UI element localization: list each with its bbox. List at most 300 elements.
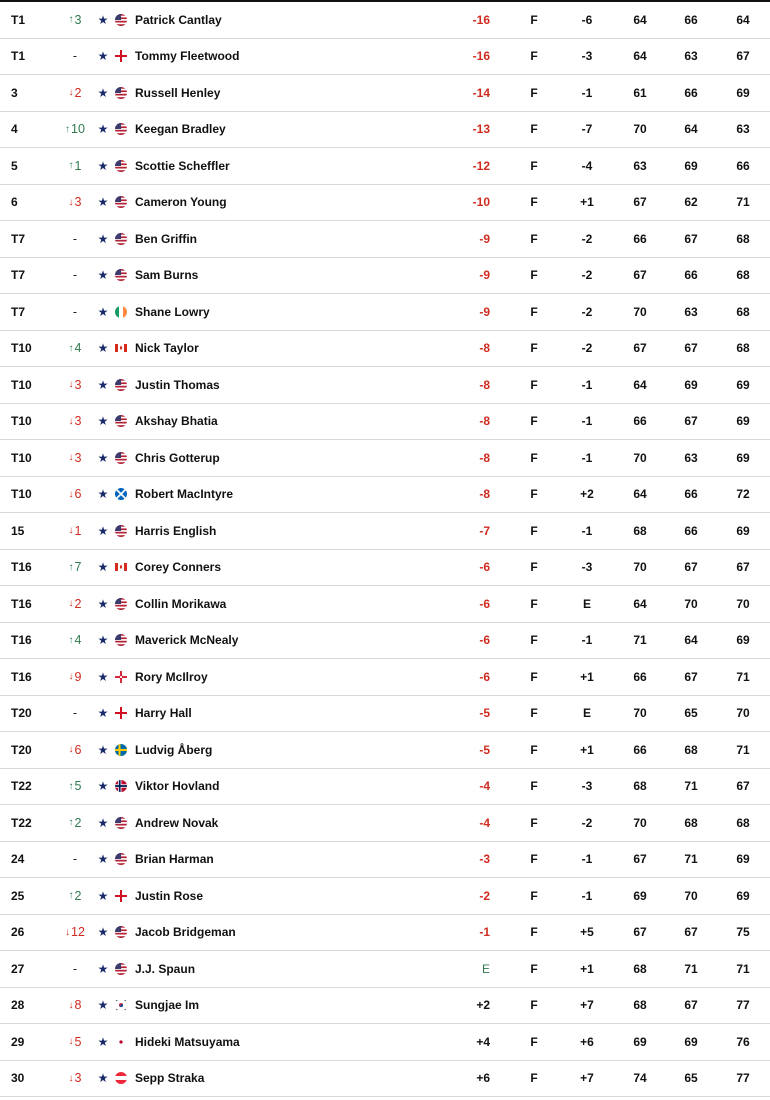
player-name[interactable]: Keegan Bradley (135, 122, 226, 137)
position: T22 (11, 815, 32, 830)
total-score: -6 (479, 596, 490, 611)
today-score: -1 (581, 523, 593, 538)
today-score: +1 (580, 742, 594, 757)
favorite-star-icon[interactable]: ★ (97, 596, 109, 611)
today-score: -1 (581, 414, 593, 429)
favorite-star-icon[interactable]: ★ (97, 961, 109, 976)
arrow-down-icon: ↓ (65, 926, 71, 938)
today-score: -1 (581, 633, 593, 648)
round-1-score: 68 (633, 523, 647, 538)
total-score: -7 (479, 523, 490, 538)
round-3-score: 69 (736, 633, 750, 648)
favorite-star-icon[interactable]: ★ (97, 815, 109, 830)
favorite-star-icon[interactable]: ★ (97, 523, 109, 538)
player-row[interactable] (0, 988, 770, 1025)
player-row[interactable] (0, 148, 770, 185)
favorite-star-icon[interactable]: ★ (97, 414, 109, 429)
favorite-star-icon[interactable]: ★ (97, 633, 109, 648)
position-movement (62, 586, 88, 622)
thru: F (530, 1071, 538, 1086)
today-score: +6 (580, 1034, 594, 1049)
total-score: -8 (479, 377, 490, 392)
player-name[interactable]: Sam Burns (135, 268, 199, 283)
position: 15 (11, 523, 25, 538)
round-3-score: 69 (736, 414, 750, 429)
position-movement (62, 148, 88, 184)
total-score: -6 (479, 633, 490, 648)
player-row[interactable] (0, 1024, 770, 1061)
total-score: -9 (479, 268, 490, 283)
round-3-score: 69 (736, 450, 750, 465)
round-1-score: 69 (633, 888, 647, 903)
position-movement (62, 915, 88, 951)
player-row[interactable] (0, 951, 770, 988)
total-score: -5 (479, 706, 490, 721)
today-score: -3 (581, 779, 593, 794)
movement-value: 3 (74, 195, 82, 210)
position: T10 (11, 450, 32, 465)
flag-eng-icon (115, 696, 127, 732)
round-1-score: 64 (633, 49, 647, 64)
player-name[interactable]: Sepp Straka (135, 1071, 205, 1086)
player-name[interactable]: Harry Hall (135, 706, 192, 721)
thru: F (530, 523, 538, 538)
round-3-score: 67 (736, 49, 750, 64)
total-score: -8 (479, 341, 490, 356)
round-3-score: 66 (736, 158, 750, 173)
thru: F (530, 122, 538, 137)
round-2-score: 66 (684, 268, 698, 283)
thru: F (530, 669, 538, 684)
movement-value: 1 (74, 158, 82, 173)
player-name[interactable]: Patrick Cantlay (135, 12, 222, 27)
arrow-down-icon: ↓ (68, 1036, 74, 1048)
today-score: -1 (581, 85, 593, 100)
today-score: -4 (581, 158, 593, 173)
favorite-star-icon[interactable]: ★ (97, 122, 109, 137)
thru: F (530, 158, 538, 173)
player-row[interactable] (0, 659, 770, 696)
round-1-score: 64 (633, 12, 647, 27)
total-score: +2 (476, 998, 490, 1013)
position: T20 (11, 706, 32, 721)
position-movement (62, 331, 88, 367)
round-2-score: 66 (684, 12, 698, 27)
player-name[interactable]: Harris English (135, 523, 217, 538)
round-3-score: 72 (736, 487, 750, 502)
round-3-score: 69 (736, 888, 750, 903)
movement-value: 8 (74, 998, 82, 1013)
today-score: +1 (580, 669, 594, 684)
round-1-score: 67 (633, 852, 647, 867)
player-name[interactable]: Ben Griffin (135, 231, 197, 246)
position-movement (62, 878, 88, 914)
thru: F (530, 706, 538, 721)
round-2-score: 66 (684, 487, 698, 502)
player-row[interactable] (0, 477, 770, 514)
round-3-score: 77 (736, 998, 750, 1013)
favorite-star-icon[interactable]: ★ (97, 998, 109, 1013)
position-movement (62, 805, 88, 841)
round-3-score: 68 (736, 341, 750, 356)
total-score: -6 (479, 669, 490, 684)
thru: F (530, 633, 538, 648)
movement-value: 5 (74, 1034, 82, 1049)
movement-value: 3 (74, 1071, 82, 1086)
round-1-score: 64 (633, 487, 647, 502)
favorite-star-icon[interactable]: ★ (97, 852, 109, 867)
flag-aut-icon (115, 1061, 127, 1097)
round-1-score: 67 (633, 268, 647, 283)
round-1-score: 67 (633, 195, 647, 210)
player-row[interactable] (0, 112, 770, 149)
player-row[interactable] (0, 732, 770, 769)
arrow-up-icon: ↑ (65, 123, 71, 135)
round-2-score: 67 (684, 231, 698, 246)
arrow-up-icon: ↑ (68, 342, 74, 354)
round-3-score: 68 (736, 268, 750, 283)
favorite-star-icon[interactable]: ★ (97, 1071, 109, 1086)
player-row[interactable] (0, 805, 770, 842)
favorite-star-icon[interactable]: ★ (97, 706, 109, 721)
flag-usa-icon (115, 221, 127, 257)
player-name[interactable]: Jacob Bridgeman (135, 925, 236, 940)
movement-value: - (72, 304, 78, 319)
round-1-score: 66 (633, 231, 647, 246)
round-1-score: 64 (633, 596, 647, 611)
player-name[interactable]: Tommy Fleetwood (135, 49, 240, 64)
favorite-star-icon[interactable]: ★ (97, 304, 109, 319)
round-2-score: 64 (684, 633, 698, 648)
total-score: -8 (479, 450, 490, 465)
position: 26 (11, 925, 25, 940)
player-row[interactable] (0, 696, 770, 733)
favorite-star-icon[interactable]: ★ (97, 925, 109, 940)
thru: F (530, 12, 538, 27)
round-3-score: 69 (736, 852, 750, 867)
round-1-score: 66 (633, 414, 647, 429)
position-movement (62, 404, 88, 440)
total-score: -2 (479, 888, 490, 903)
position-movement (62, 1024, 88, 1060)
position: T10 (11, 341, 32, 356)
movement-value: 3 (74, 414, 82, 429)
round-2-score: 62 (684, 195, 698, 210)
thru: F (530, 231, 538, 246)
round-3-score: 67 (736, 779, 750, 794)
position-movement (62, 951, 88, 987)
flag-usa-icon (115, 805, 127, 841)
arrow-down-icon: ↓ (68, 452, 74, 464)
position: T20 (11, 742, 32, 757)
today-score: -6 (581, 12, 593, 27)
position: T10 (11, 377, 32, 392)
player-row[interactable] (0, 367, 770, 404)
position: 27 (11, 961, 25, 976)
favorite-star-icon[interactable]: ★ (97, 669, 109, 684)
flag-usa-icon (115, 404, 127, 440)
player-row[interactable] (0, 75, 770, 112)
movement-value: 2 (74, 85, 82, 100)
round-1-score: 66 (633, 669, 647, 684)
position-movement (62, 112, 88, 148)
flag-nir-icon (115, 659, 127, 695)
movement-value: 10 (71, 122, 85, 137)
flag-kor-icon (115, 988, 127, 1024)
player-row[interactable] (0, 39, 770, 76)
movement-value: 9 (74, 669, 82, 684)
player-name[interactable]: Nick Taylor (135, 341, 199, 356)
favorite-star-icon[interactable]: ★ (97, 268, 109, 283)
position: T16 (11, 633, 32, 648)
thru: F (530, 1034, 538, 1049)
today-score: -2 (581, 341, 593, 356)
player-row[interactable] (0, 331, 770, 368)
player-name[interactable]: Hideki Matsuyama (135, 1034, 240, 1049)
total-score: -9 (479, 231, 490, 246)
round-3-score: 68 (736, 231, 750, 246)
player-name[interactable]: Andrew Novak (135, 815, 219, 830)
round-2-score: 63 (684, 450, 698, 465)
arrow-down-icon: ↓ (68, 415, 74, 427)
arrow-down-icon: ↓ (68, 671, 74, 683)
round-1-score: 69 (633, 1034, 647, 1049)
player-row[interactable] (0, 294, 770, 331)
flag-usa-icon (115, 842, 127, 878)
today-score: +7 (580, 998, 594, 1013)
player-name[interactable]: Chris Gotterup (135, 450, 220, 465)
position: 29 (11, 1034, 25, 1049)
player-name[interactable]: Brian Harman (135, 852, 214, 867)
player-name[interactable]: Scottie Scheffler (135, 158, 230, 173)
position: 30 (11, 1071, 25, 1086)
thru: F (530, 85, 538, 100)
round-3-score: 71 (736, 742, 750, 757)
movement-value: 2 (74, 596, 82, 611)
arrow-up-icon: ↑ (68, 890, 74, 902)
flag-can-icon (115, 550, 127, 586)
position: T7 (11, 268, 26, 283)
flag-jpn-icon (115, 1024, 127, 1060)
favorite-star-icon[interactable]: ★ (97, 231, 109, 246)
favorite-star-icon[interactable]: ★ (97, 195, 109, 210)
flag-usa-icon (115, 367, 127, 403)
arrow-down-icon: ↓ (68, 196, 74, 208)
leaderboard-table (0, 2, 770, 1097)
round-3-score: 68 (736, 815, 750, 830)
player-name[interactable]: Viktor Hovland (135, 779, 220, 794)
round-3-score: 68 (736, 304, 750, 319)
thru: F (530, 414, 538, 429)
thru: F (530, 341, 538, 356)
player-row[interactable] (0, 513, 770, 550)
favorite-star-icon[interactable]: ★ (97, 450, 109, 465)
player-row[interactable] (0, 258, 770, 295)
player-name[interactable]: Collin Morikawa (135, 596, 227, 611)
movement-value: 3 (74, 377, 82, 392)
round-1-score: 70 (633, 450, 647, 465)
position: 6 (11, 195, 18, 210)
favorite-star-icon[interactable]: ★ (97, 85, 109, 100)
total-score: -8 (479, 487, 490, 502)
movement-value: 6 (74, 742, 82, 757)
favorite-star-icon[interactable]: ★ (97, 377, 109, 392)
favorite-star-icon[interactable]: ★ (97, 158, 109, 173)
total-score: -4 (479, 815, 490, 830)
favorite-star-icon[interactable]: ★ (97, 341, 109, 356)
player-row[interactable] (0, 440, 770, 477)
player-row[interactable] (0, 623, 770, 660)
position: T1 (11, 49, 26, 64)
round-2-score: 67 (684, 998, 698, 1013)
position-movement (62, 258, 88, 294)
round-1-score: 68 (633, 961, 647, 976)
movement-value: 2 (74, 888, 82, 903)
arrow-up-icon: ↑ (68, 780, 74, 792)
round-2-score: 67 (684, 341, 698, 356)
round-2-score: 67 (684, 414, 698, 429)
position-movement (62, 367, 88, 403)
today-score: +1 (580, 195, 594, 210)
position: T16 (11, 596, 32, 611)
arrow-down-icon: ↓ (68, 379, 74, 391)
round-1-score: 63 (633, 158, 647, 173)
thru: F (530, 961, 538, 976)
round-1-score: 61 (633, 85, 647, 100)
thru: F (530, 487, 538, 502)
flag-usa-icon (115, 951, 127, 987)
flag-usa-icon (115, 148, 127, 184)
player-name[interactable]: Sungjae Im (135, 998, 200, 1013)
favorite-star-icon[interactable]: ★ (97, 888, 109, 903)
player-row[interactable] (0, 1061, 770, 1098)
thru: F (530, 195, 538, 210)
round-3-score: 69 (736, 377, 750, 392)
player-name[interactable]: Shane Lowry (135, 304, 210, 319)
round-2-score: 67 (684, 669, 698, 684)
total-score: -9 (479, 304, 490, 319)
player-name[interactable]: Rory McIlroy (135, 669, 208, 684)
player-name[interactable]: Ludvig Åberg (135, 742, 213, 757)
player-row[interactable] (0, 550, 770, 587)
movement-value: 7 (74, 560, 82, 575)
player-row[interactable] (0, 842, 770, 879)
flag-usa-icon (115, 75, 127, 111)
player-name[interactable]: Corey Conners (135, 560, 222, 575)
favorite-star-icon[interactable]: ★ (97, 560, 109, 575)
round-2-score: 66 (684, 523, 698, 538)
round-2-score: 70 (684, 888, 698, 903)
player-row[interactable] (0, 586, 770, 623)
movement-value: 5 (74, 779, 82, 794)
player-name[interactable]: Robert MacIntyre (135, 487, 234, 502)
favorite-star-icon[interactable]: ★ (97, 487, 109, 502)
total-score: -8 (479, 414, 490, 429)
thru: F (530, 742, 538, 757)
flag-eng-icon (115, 39, 127, 75)
position-movement (62, 1061, 88, 1097)
total-score: -13 (472, 122, 490, 137)
round-1-score: 67 (633, 341, 647, 356)
player-name[interactable]: Russell Henley (135, 85, 221, 100)
position-movement (62, 2, 88, 38)
player-row[interactable] (0, 221, 770, 258)
position-movement (62, 732, 88, 768)
player-row[interactable] (0, 2, 770, 39)
arrow-up-icon: ↑ (68, 634, 74, 646)
round-3-score: 67 (736, 560, 750, 575)
today-score: -1 (581, 852, 593, 867)
total-score: -4 (479, 779, 490, 794)
position-movement (62, 659, 88, 695)
thru: F (530, 596, 538, 611)
total-score: -14 (472, 85, 490, 100)
round-2-score: 70 (684, 596, 698, 611)
position: T7 (11, 231, 26, 246)
today-score: +5 (580, 925, 594, 940)
player-name[interactable]: Akshay Bhatia (135, 414, 218, 429)
player-row[interactable] (0, 769, 770, 806)
movement-value: - (72, 49, 78, 64)
thru: F (530, 560, 538, 575)
round-2-score: 66 (684, 85, 698, 100)
today-score: +7 (580, 1071, 594, 1086)
movement-value: 2 (74, 815, 82, 830)
thru: F (530, 450, 538, 465)
today-score: -3 (581, 560, 593, 575)
today-score: -1 (581, 377, 593, 392)
arrow-down-icon: ↓ (68, 999, 74, 1011)
flag-usa-icon (115, 586, 127, 622)
arrow-up-icon: ↑ (68, 561, 74, 573)
position: T16 (11, 560, 32, 575)
player-row[interactable] (0, 915, 770, 952)
position-movement (62, 550, 88, 586)
position: T16 (11, 669, 32, 684)
player-name[interactable]: Justin Thomas (135, 377, 220, 392)
thru: F (530, 304, 538, 319)
round-1-score: 67 (633, 925, 647, 940)
position-movement (62, 294, 88, 330)
position: T22 (11, 779, 32, 794)
player-row[interactable] (0, 185, 770, 222)
flag-usa-icon (115, 513, 127, 549)
favorite-star-icon[interactable]: ★ (97, 1034, 109, 1049)
movement-value: - (72, 231, 78, 246)
round-3-score: 71 (736, 669, 750, 684)
favorite-star-icon[interactable]: ★ (97, 779, 109, 794)
thru: F (530, 377, 538, 392)
player-row[interactable] (0, 404, 770, 441)
movement-value: 3 (74, 450, 82, 465)
round-1-score: 68 (633, 998, 647, 1013)
total-score: -5 (479, 742, 490, 757)
total-score: -10 (472, 195, 490, 210)
player-name[interactable]: J.J. Spaun (135, 961, 196, 976)
today-score: -1 (581, 450, 593, 465)
favorite-star-icon[interactable]: ★ (97, 742, 109, 757)
thru: F (530, 815, 538, 830)
favorite-star-icon[interactable]: ★ (97, 49, 109, 64)
player-name[interactable]: Justin Rose (135, 888, 204, 903)
favorite-star-icon[interactable]: ★ (97, 12, 109, 27)
position-movement (62, 513, 88, 549)
player-row[interactable] (0, 878, 770, 915)
player-name[interactable]: Maverick McNealy (135, 633, 239, 648)
today-score: E (582, 706, 591, 721)
player-name[interactable]: Cameron Young (135, 195, 227, 210)
movement-value: 1 (74, 523, 82, 538)
